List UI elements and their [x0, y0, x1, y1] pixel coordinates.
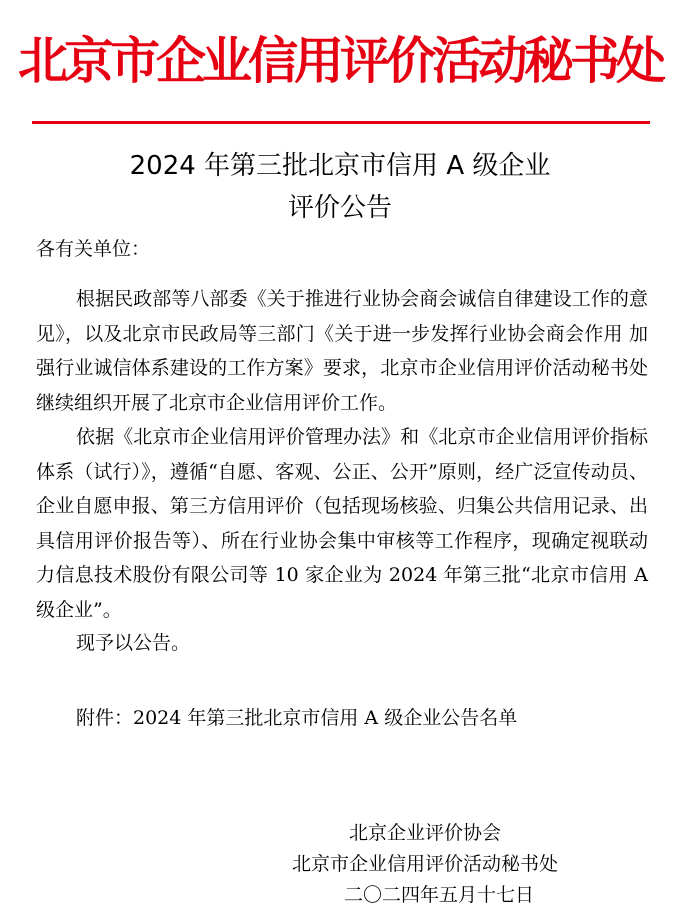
attachment-note: 附件：2024 年第三批北京市信用 A 级企业公告名单 [76, 707, 518, 729]
body-paragraph-3: 现予以公告。 [76, 632, 191, 654]
letterhead-organization: 北京市企业信用评价活动秘书处 [18, 32, 662, 90]
document-title-line-1: 2024 年第三批北京市信用 A 级企业 [129, 151, 551, 181]
salutation: 各有关单位： [36, 238, 151, 260]
letterhead-red-rule [32, 121, 650, 124]
signature-org-2: 北京市企业信用评价活动秘书处 [292, 853, 559, 875]
document-title-line-2: 评价公告 [287, 193, 392, 223]
signature-date: 二〇二四年五月十七日 [344, 884, 535, 906]
body-paragraph-2: 依据《北京市企业信用评价管理办法》和《北京市企业信用评价指标体系（试行）》，遵循“自愿、客观、公正、公开”原则，经广泛宣传动员、企业自愿申报、第三方信用评价（包括现场核验、归集公共信用记录、出具信用评价报告等）、所在行业协会集中审核等工作程序，现确定视联动力信息技术股份有限公司等 10 家企业为 2024 年第三批“北京市信用 A 级企业”。 [36, 426, 648, 621]
body-paragraph-1: 根据民政部等八部委《关于推进行业协会商会诚信自律建设工作的意见》，以及北京市民政局等三部门《关于进一步发挥行业协会商会作用 加强行业诚信体系建设的工作方案》要求，北京市企业信用评价活动秘书处继续组织开展了北京市企业信用评价工作。 [36, 288, 648, 414]
signature-org-1: 北京企业评价协会 [349, 822, 502, 844]
